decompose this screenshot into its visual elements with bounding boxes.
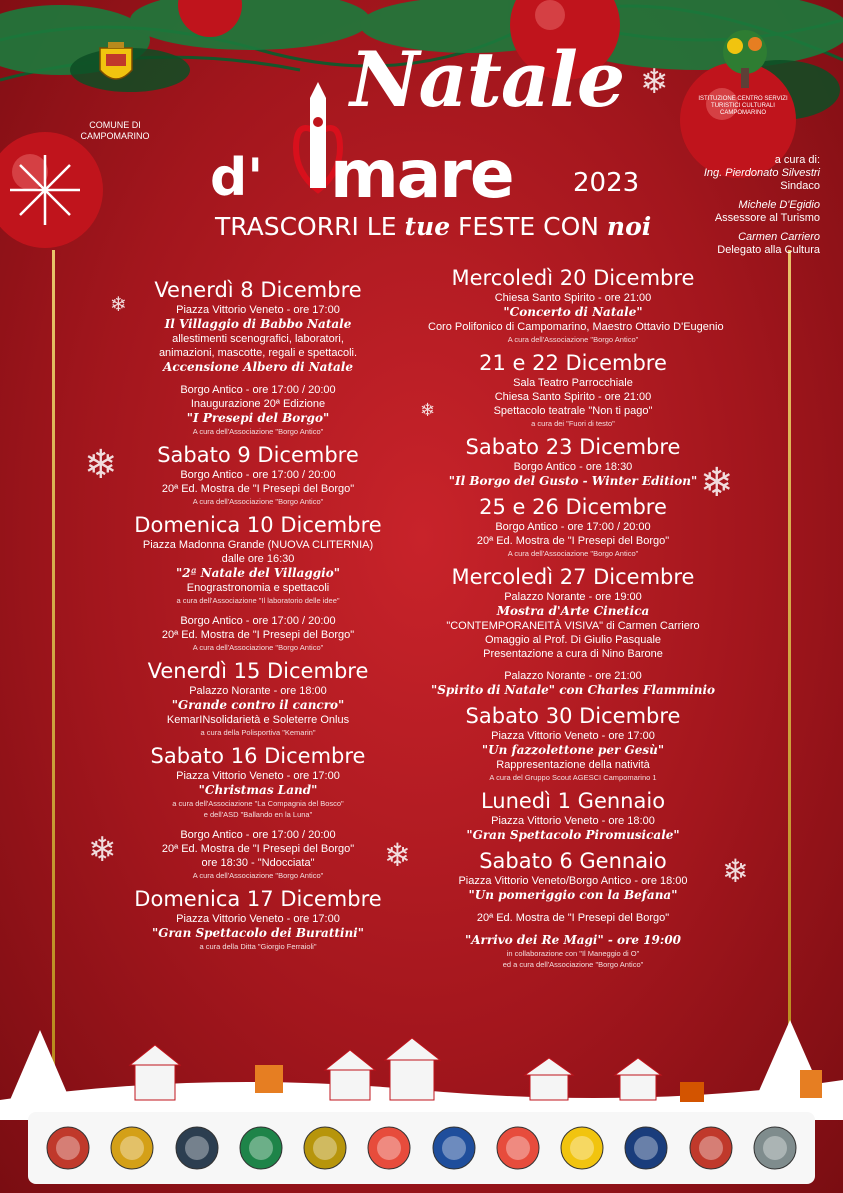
event-detail: Chiesa Santo Spirito - ore 21:00 xyxy=(494,391,652,403)
event-date: Domenica 10 Dicembre xyxy=(134,513,382,537)
snowflake-icon: ❄ xyxy=(88,831,117,869)
event-detail: Palazzo Norante - ore 19:00 xyxy=(504,591,642,603)
event-organizer: a cura dei "Fuori di testo" xyxy=(531,419,615,428)
event-date: Sabato 16 Dicembre xyxy=(150,744,366,768)
events-right-column xyxy=(428,266,724,976)
spacer xyxy=(428,661,718,669)
credit-title: Assessore al Turismo xyxy=(714,212,820,224)
event-date: Sabato 9 Dicembre xyxy=(157,443,359,467)
event-block xyxy=(113,513,403,653)
casa-logo-icon xyxy=(43,1123,93,1173)
event-detail: Enograstronomia e spettacoli xyxy=(186,582,330,594)
event-detail: Rappresentazione della natività xyxy=(496,759,650,771)
event-detail: Omaggio al Prof. Di Giulio Pasquale xyxy=(484,634,662,646)
credit-group xyxy=(640,231,820,257)
istituzione-label: ISTITUZIONE CENTRO SERVIZI TURISTICI CULTURALI CAMPOMARINO xyxy=(698,96,788,116)
event-title: "Christmas Land" xyxy=(198,783,318,797)
event-title: "2ª Natale del Villaggio" xyxy=(176,566,340,580)
event-organizer: e dell'ASD "Ballando en la Luna" xyxy=(203,810,313,819)
credit-role: a cura di: xyxy=(774,154,820,166)
snowflake-icon: ❄ xyxy=(110,294,127,316)
event-detail: Piazza Madonna Grande (NUOVA CLITERNIA) xyxy=(142,539,374,551)
event-title: "Gran Spettacolo dei Burattini" xyxy=(151,926,364,940)
event-title: "Un pomeriggio con la Befana" xyxy=(468,888,678,902)
credit-title: Delegato alla Cultura xyxy=(717,244,820,256)
events-left-column xyxy=(113,278,403,958)
event-detail: Palazzo Norante - ore 21:00 xyxy=(504,670,642,682)
spacer xyxy=(113,820,403,828)
event-organizer: a cura della Polisportiva "Kemarin" xyxy=(200,728,316,737)
event-date: Sabato 6 Gennaio xyxy=(479,849,667,873)
snowflake-icon: ❄ xyxy=(640,63,669,101)
snowflake-icon: ❄ xyxy=(84,443,118,487)
event-detail: Chiesa Santo Spirito - ore 21:00 xyxy=(494,292,652,304)
event-organizer: A cura del Gruppo Scout AGESCI Campomarino 1 xyxy=(489,773,657,782)
event-title: "I Presepi del Borgo" xyxy=(186,411,330,425)
title-d: d' xyxy=(210,148,264,208)
credit-group xyxy=(640,154,820,193)
event-block xyxy=(428,351,718,429)
title-natale: Natale xyxy=(350,35,625,124)
event-detail: 20ª Ed. Mostra de "I Presepi del Borgo" xyxy=(161,843,355,855)
event-detail: Sala Teatro Parrocchiale xyxy=(513,377,633,389)
event-detail: Borgo Antico - ore 17:00 / 20:00 xyxy=(495,521,651,533)
photo-logo-icon xyxy=(750,1123,800,1173)
event-detail: Spettacolo teatrale "Non ti pago" xyxy=(493,405,653,417)
event-date: Mercoledì 27 Dicembre xyxy=(451,565,695,589)
event-organizer: A cura dell'Associazione "Borgo Antico" xyxy=(507,549,639,558)
credit-group xyxy=(640,199,820,225)
title-mare: mare xyxy=(330,136,513,213)
event-detail: 20ª Ed. Mostra de "I Presepi del Borgo" xyxy=(161,483,355,495)
event-detail: Piazza Vittorio Veneto - ore 17:00 xyxy=(176,913,340,925)
spacer xyxy=(428,903,718,911)
event-detail: Borgo Antico - ore 17:00 / 20:00 xyxy=(180,469,336,481)
event-detail: Piazza Vittorio Veneto - ore 17:00 xyxy=(176,770,340,782)
event-detail: Piazza Vittorio Veneto - ore 18:00 xyxy=(491,815,655,827)
ball-seal-logo-icon xyxy=(300,1123,350,1173)
event-detail: KemarINsolidarietà e Soleterre Onlus xyxy=(166,714,350,726)
event-detail: animazioni, mascotte, regali e spettacoli. xyxy=(158,347,358,359)
borgo-antico-logo-icon xyxy=(107,1123,157,1173)
event-block xyxy=(113,887,403,952)
title-year: 2023 xyxy=(573,168,640,198)
event-detail: ore 18:30 - "Ndocciata" xyxy=(201,857,315,869)
event-detail: Coro Polifonico di Campomarino, Maestro Ottavio D'Eugenio xyxy=(428,321,724,333)
event-detail: Presentazione a cura di Nino Barone xyxy=(483,648,663,660)
blue-seal-logo-icon xyxy=(429,1123,479,1173)
credit-name: Ing. Pierdonato Silvestri xyxy=(703,167,820,179)
event-title: "Un fazzolettone per Gesù" xyxy=(481,743,665,757)
credits-block xyxy=(640,154,820,263)
event-block xyxy=(113,659,403,738)
comune-label: COMUNE DI CAMPOMARINO xyxy=(80,120,150,141)
event-block xyxy=(428,704,718,783)
event-detail: 20ª Ed. Mostra de "I Presepi del Borgo" xyxy=(161,629,355,641)
lightbulb-logo-icon xyxy=(557,1123,607,1173)
snowflake-icon: ❄ xyxy=(420,400,436,420)
event-detail: Borgo Antico - ore 18:30 xyxy=(513,461,633,473)
event-detail: Palazzo Norante - ore 18:00 xyxy=(189,685,327,697)
event-organizer: A cura dell'Associazione "Borgo Antico" xyxy=(192,497,324,506)
event-title: "Grande contro il cancro" xyxy=(171,698,345,712)
event-detail: Borgo Antico - ore 17:00 / 20:00 xyxy=(180,829,336,841)
event-title: "Arrivo dei Re Magi" - ore 19:00 xyxy=(464,933,682,947)
red-bauble-small xyxy=(175,0,245,40)
event-organizer: A cura dell'Associazione "Borgo Antico" xyxy=(192,427,324,436)
tree-logo-icon xyxy=(715,28,775,90)
snowflake-icon: ❄ xyxy=(700,461,734,505)
event-date: Venerdì 15 Dicembre xyxy=(147,659,369,683)
event-detail: Piazza Vittorio Veneto/Borgo Antico - ore 18:00 xyxy=(458,875,688,887)
event-detail: Borgo Antico - ore 17:00 / 20:00 xyxy=(180,384,336,396)
event-date: Venerdì 8 Dicembre xyxy=(154,278,362,302)
event-block xyxy=(428,849,718,970)
event-detail: Piazza Vittorio Veneto - ore 17:00 xyxy=(176,304,340,316)
green-seal-logo-icon xyxy=(236,1123,286,1173)
event-detail: Inaugurazione 20ª Edizione xyxy=(190,398,326,410)
sponsor-logo-strip xyxy=(28,1112,815,1184)
event-organizer: ed a cura dell'Associazione "Borgo Antico" xyxy=(502,960,644,969)
event-block xyxy=(428,495,718,559)
event-block xyxy=(113,744,403,881)
kemarin-logo-icon xyxy=(686,1123,736,1173)
event-date: Domenica 17 Dicembre xyxy=(134,887,382,911)
snowy-village-decoration xyxy=(0,1010,843,1120)
tagline-part-a: TRASCORRI LE xyxy=(215,212,405,241)
city-angels-logo-icon xyxy=(493,1123,543,1173)
snowflake-icon: ❄ xyxy=(722,853,749,889)
event-title: "Gran Spettacolo Piromusicale" xyxy=(466,828,680,842)
event-title: Mostra d'Arte Cinetica xyxy=(496,604,650,618)
event-organizer: a cura dell'Associazione "La Compagnia del Bosco" xyxy=(172,799,344,808)
event-date: 21 e 22 Dicembre xyxy=(479,351,667,375)
event-block xyxy=(428,266,724,345)
event-block xyxy=(428,565,718,698)
event-organizer: a cura dell'Associazione "Il laboratorio delle idee" xyxy=(176,596,340,605)
tagline-part-b: tue xyxy=(404,212,451,241)
event-detail: dalle ore 16:30 xyxy=(221,553,295,565)
event-date: Sabato 23 Dicembre xyxy=(465,435,681,459)
snowflake-icon: ❄ xyxy=(384,837,411,873)
event-detail: "CONTEMPORANEITÀ VISIVA" di Carmen Carriero xyxy=(446,620,700,632)
credit-name: Carmen Carriero xyxy=(738,231,820,243)
event-detail: 20ª Ed. Mostra de "I Presepi del Borgo" xyxy=(476,535,670,547)
event-detail: Piazza Vittorio Veneto - ore 17:00 xyxy=(491,730,655,742)
comune-crest-icon xyxy=(98,40,134,88)
spacer xyxy=(113,606,403,614)
event-detail: allestimenti scenografici, laboratori, xyxy=(172,333,344,345)
event-date: Mercoledì 20 Dicembre xyxy=(451,266,695,290)
event-organizer: in collaborazione con "Il Maneggio di O" xyxy=(506,949,640,958)
event-organizer: A cura dell'Associazione "Borgo Antico" xyxy=(192,643,324,652)
cvp-logo-icon xyxy=(364,1123,414,1173)
spacer xyxy=(428,925,718,933)
credit-title: Sindaco xyxy=(780,180,820,192)
event-detail: Borgo Antico - ore 17:00 / 20:00 xyxy=(180,615,336,627)
madonna-logo-icon xyxy=(172,1123,222,1173)
event-organizer: A cura dell'Associazione "Borgo Antico" xyxy=(507,335,639,344)
event-date: Lunedì 1 Gennaio xyxy=(480,789,666,813)
event-organizer: a cura della Ditta "Giorgio Ferraioli" xyxy=(199,942,317,951)
event-organizer: A cura dell'Associazione "Borgo Antico" xyxy=(192,871,324,880)
ballando-luna-logo-icon xyxy=(621,1123,671,1173)
tagline-part-c: FESTE CON xyxy=(450,212,607,241)
credit-name: Michele D'Egidio xyxy=(738,199,820,211)
spacer xyxy=(113,375,403,383)
gold-ribbon-left xyxy=(52,250,55,1070)
event-date: Sabato 30 Dicembre xyxy=(465,704,681,728)
event-block xyxy=(428,435,718,489)
event-block xyxy=(428,789,718,843)
gold-ribbon-right xyxy=(788,250,791,1070)
event-block xyxy=(113,443,403,507)
event-title: "Il Borgo del Gusto - Winter Edition" xyxy=(448,474,698,488)
event-block xyxy=(113,278,403,437)
event-title: "Spirito di Natale" con Charles Flamminio xyxy=(430,683,716,697)
tagline xyxy=(215,212,651,241)
event-date: 25 e 26 Dicembre xyxy=(479,495,667,519)
event-detail: 20ª Ed. Mostra de "I Presepi del Borgo" xyxy=(476,912,670,924)
event-title: Il Villaggio di Babbo Natale xyxy=(164,317,352,331)
event-title: "Concerto di Natale" xyxy=(503,305,643,319)
tagline-part-d: noi xyxy=(606,212,652,241)
event-title: Accensione Albero di Natale xyxy=(163,360,353,374)
